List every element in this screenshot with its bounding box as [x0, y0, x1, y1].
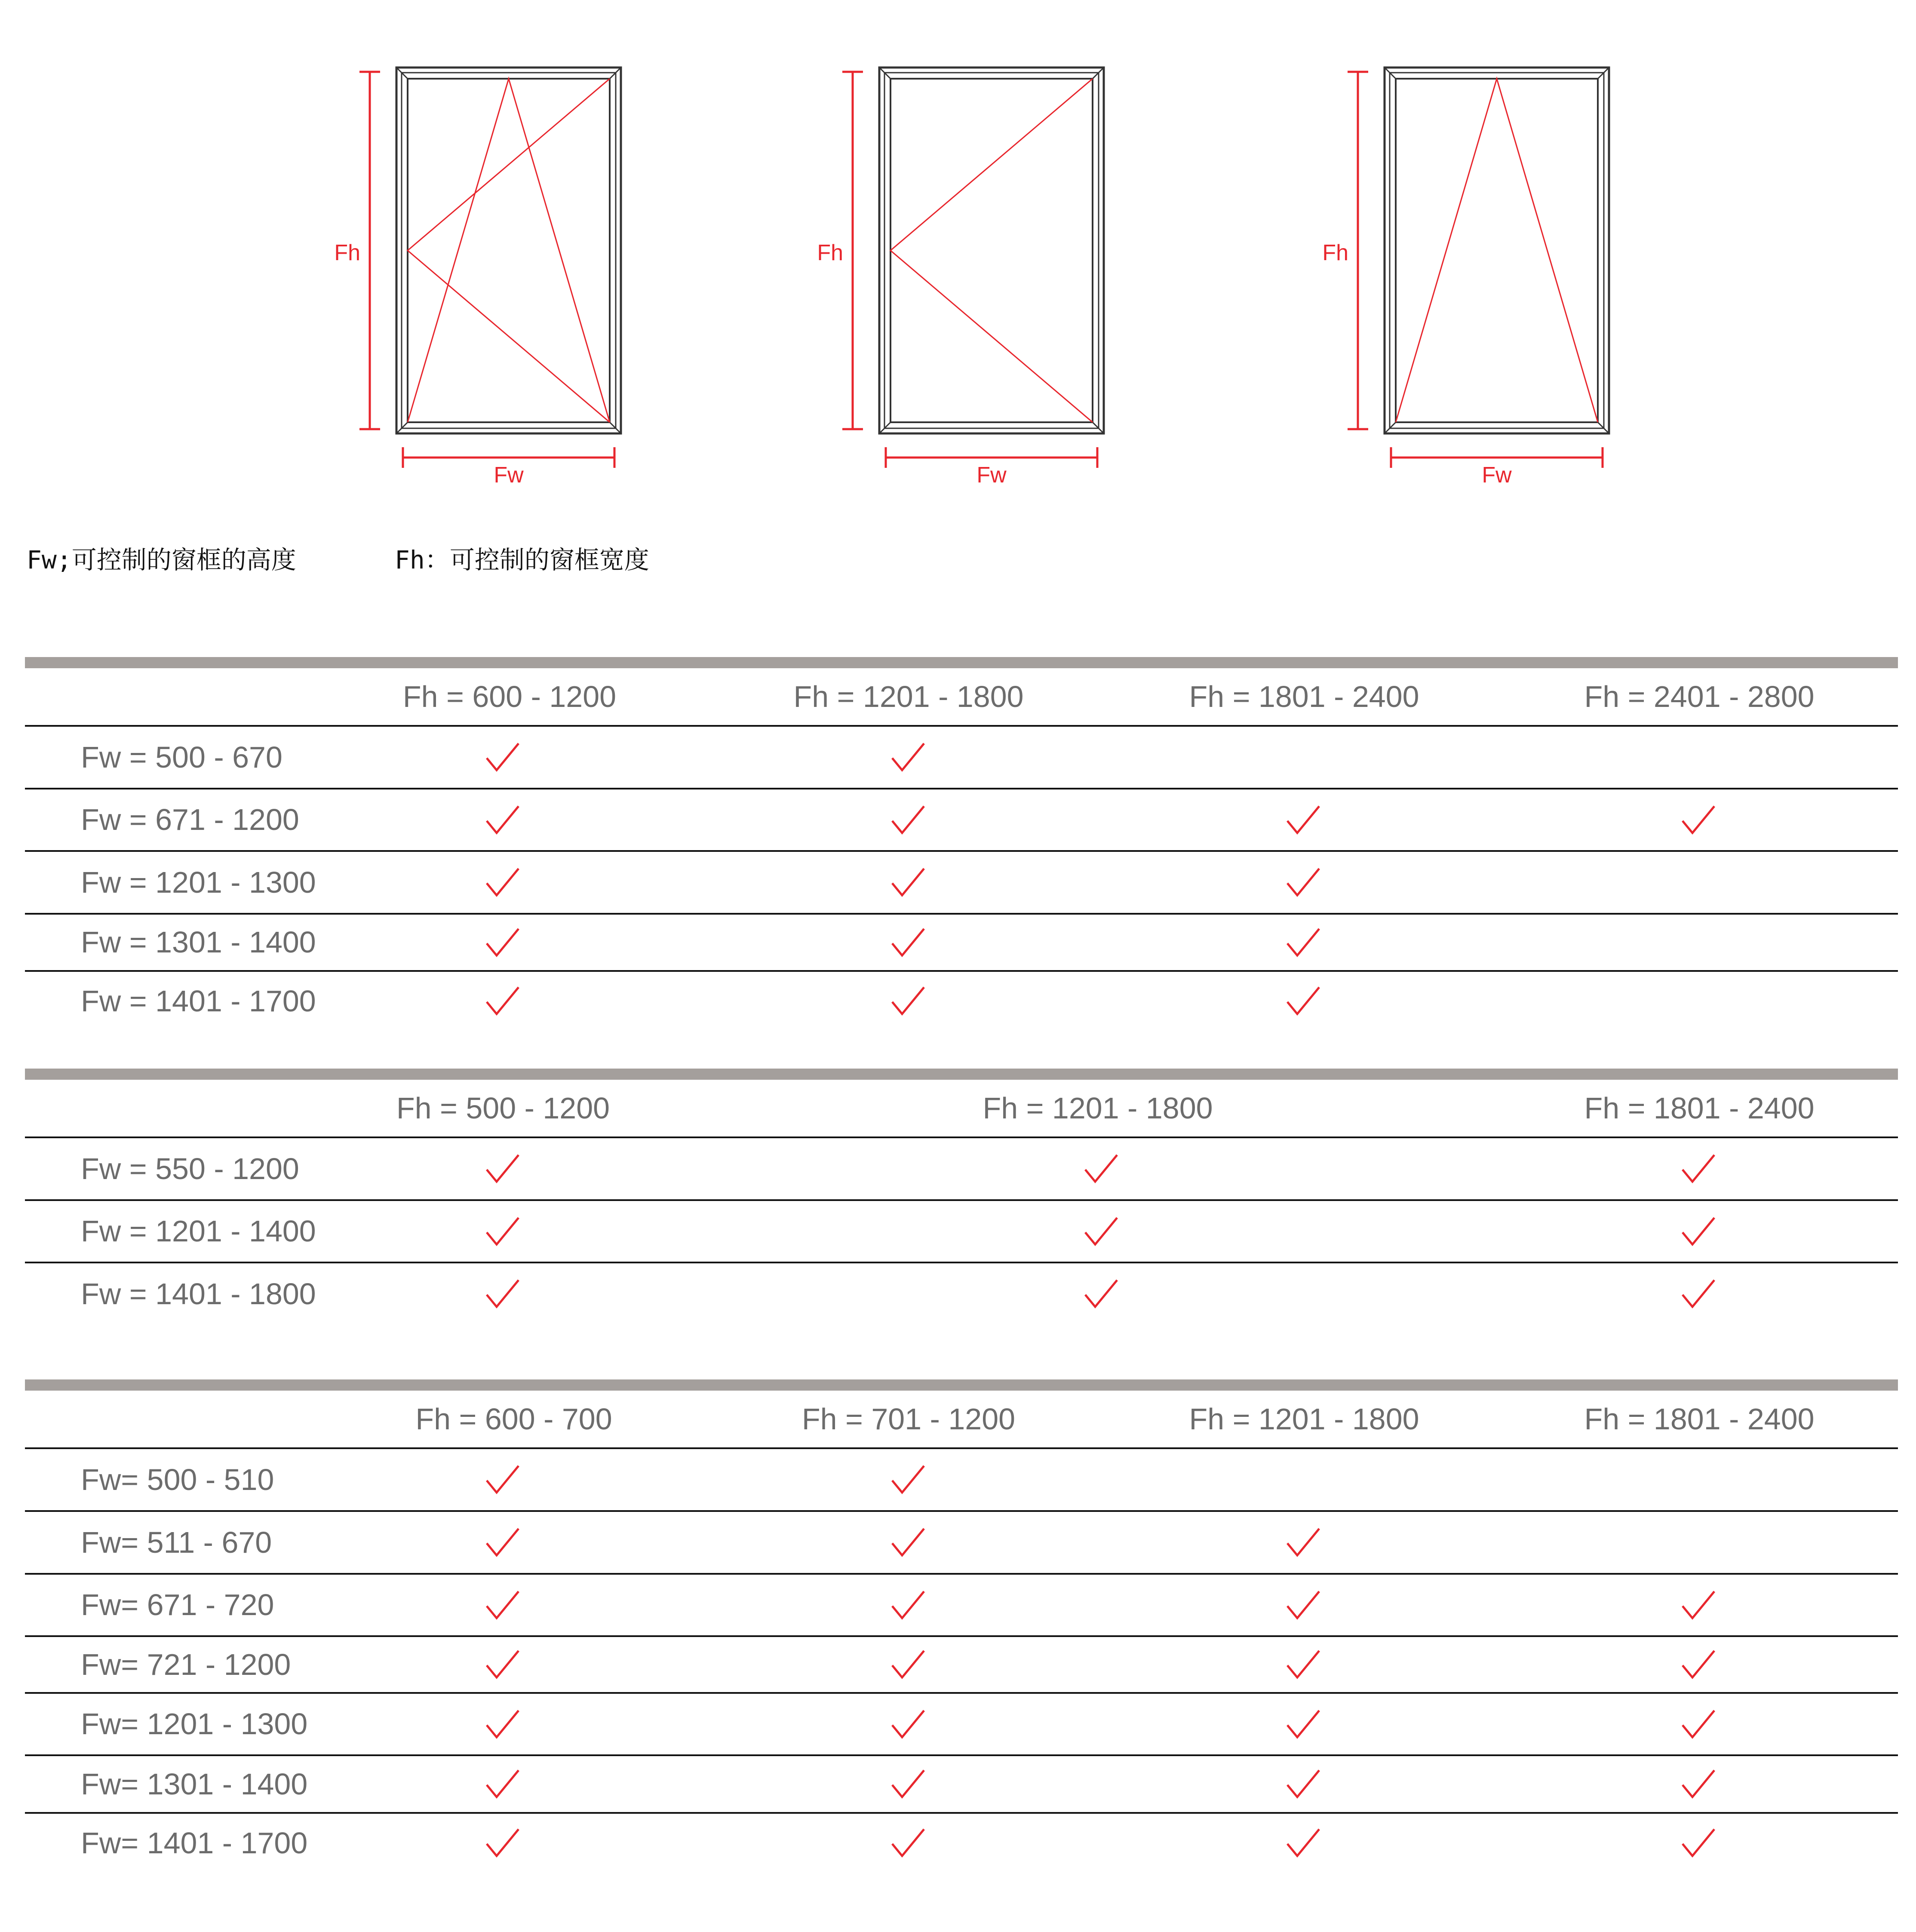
checkmark-icon: [1681, 1709, 1716, 1740]
diagram-1-turn-lines: [408, 79, 610, 422]
checkmark-icon: [1286, 927, 1320, 958]
diagram-2-turn-lines: [890, 79, 1093, 422]
row-label: Fw = 1401 - 1700: [81, 984, 316, 1018]
table-top-bar: [25, 657, 1898, 668]
checkmark-icon: [891, 927, 925, 958]
checkmark-icon: [485, 927, 520, 958]
checkmark-icon: [1084, 1153, 1118, 1184]
row-label: Fw= 721 - 1200: [81, 1648, 291, 1681]
checkmark-icon: [891, 1649, 925, 1680]
row-label: Fw = 500 - 670: [81, 740, 282, 774]
column-header: Fh = 1801 - 2400: [1189, 680, 1419, 713]
checkmark-icon: [485, 742, 520, 773]
table-row: [25, 1449, 1898, 1512]
table-row: [25, 1138, 1898, 1201]
diagram-3-fw-label: Fw: [1482, 463, 1512, 488]
table-row: [25, 852, 1898, 915]
table-row: [25, 1756, 1898, 1814]
checkmark-icon: [485, 1769, 520, 1800]
table-header-row: [25, 668, 1898, 727]
table-row: [25, 1694, 1898, 1756]
checkmark-icon: [1286, 805, 1320, 835]
checkmark-icon: [1681, 1278, 1716, 1309]
table-top-bar: [25, 1379, 1898, 1391]
diagram-2-fh-label: Fh: [817, 240, 843, 265]
table-row: [25, 1814, 1898, 1874]
diagram-3-sash: [1396, 79, 1598, 422]
checkmark-icon: [485, 1464, 520, 1495]
table-top-bar: [25, 1069, 1898, 1080]
checkmark-icon: [1286, 986, 1320, 1017]
column-header: Fh = 1801 - 2400: [1584, 1091, 1815, 1125]
checkmark-icon: [891, 805, 925, 835]
column-header: Fh = 500 - 1200: [396, 1091, 610, 1125]
checkmark-icon: [891, 1828, 925, 1858]
row-label: Fw = 1401 - 1800: [81, 1277, 316, 1311]
checkmark-icon: [1681, 1649, 1716, 1680]
checkmark-icon: [1286, 1527, 1320, 1558]
row-label: Fw = 1201 - 1300: [81, 866, 316, 899]
checkmark-icon: [891, 867, 925, 898]
row-label: Fw= 511 - 670: [81, 1526, 272, 1559]
column-header: Fh = 600 - 1200: [402, 680, 617, 713]
checkmark-icon: [485, 867, 520, 898]
table-row: [25, 915, 1898, 972]
table-row: [25, 972, 1898, 1032]
row-label: Fw = 671 - 1200: [81, 803, 299, 836]
checkmark-icon: [485, 1527, 520, 1558]
checkmark-icon: [485, 1216, 520, 1247]
row-label: Fw= 1301 - 1400: [81, 1767, 308, 1801]
row-label: Fw = 1201 - 1400: [81, 1214, 316, 1248]
row-label: Fw= 671 - 720: [81, 1588, 274, 1622]
diagram-3-middle-frame: [1390, 73, 1604, 428]
diagram-1-tilt-lines: [408, 79, 610, 422]
diagram-2-sash: [890, 79, 1093, 422]
checkmark-icon: [1681, 805, 1716, 835]
row-label: Fw= 500 - 510: [81, 1463, 274, 1496]
checkmark-icon: [485, 1590, 520, 1621]
table-row: [25, 1263, 1898, 1326]
checkmark-icon: [891, 1709, 925, 1740]
checkmark-icon: [485, 1278, 520, 1309]
checkmark-icon: [1084, 1216, 1118, 1247]
diagram-2-middle-frame: [884, 73, 1099, 428]
table-row: [25, 727, 1898, 789]
checkmark-icon: [485, 986, 520, 1017]
checkmark-icon: [891, 1590, 925, 1621]
column-header: Fh = 1201 - 1800: [983, 1091, 1213, 1125]
checkmark-icon: [1681, 1216, 1716, 1247]
diagram-3-fh-label: Fh: [1322, 240, 1348, 265]
window-diagrams: [0, 0, 1916, 516]
column-header: Fh = 1801 - 2400: [1584, 1402, 1815, 1436]
legend-fw: Fw;可控制的窗框的高度: [27, 545, 296, 574]
checkmark-icon: [1286, 1649, 1320, 1680]
legend-fh: Fh：可控制的窗框宽度: [395, 545, 649, 574]
table-header-row: [25, 1080, 1898, 1138]
checkmark-icon: [485, 1828, 520, 1858]
column-header: Fh = 701 - 1200: [801, 1402, 1016, 1436]
table-row: [25, 1201, 1898, 1263]
table-header-row: [25, 1391, 1898, 1449]
checkmark-icon: [891, 1464, 925, 1495]
checkmark-icon: [891, 1769, 925, 1800]
row-label: Fw = 1301 - 1400: [81, 925, 316, 959]
checkmark-icon: [485, 805, 520, 835]
table-row: [25, 1575, 1898, 1637]
column-header: Fh = 1201 - 1800: [1189, 1402, 1419, 1436]
checkmark-icon: [1084, 1278, 1118, 1309]
table-row: [25, 1512, 1898, 1575]
row-label: Fw = 550 - 1200: [81, 1152, 299, 1186]
row-label: Fw= 1201 - 1300: [81, 1707, 308, 1741]
column-header: Fh = 1201 - 1800: [793, 680, 1024, 713]
diagram-2-outer-frame: [879, 68, 1104, 433]
diagram-2-fw-label: Fw: [976, 463, 1007, 488]
diagram-1-sash: [408, 79, 610, 422]
diagram-3-tilt-lines: [1396, 79, 1598, 422]
diagram-1-fh-label: Fh: [334, 240, 360, 265]
checkmark-icon: [1286, 1769, 1320, 1800]
diagram-1-fw-label: Fw: [494, 463, 524, 488]
row-label: Fw= 1401 - 1700: [81, 1826, 308, 1860]
checkmark-icon: [1286, 1590, 1320, 1621]
table-row: [25, 1637, 1898, 1694]
column-header: Fh = 2401 - 2800: [1584, 680, 1815, 713]
checkmark-icon: [1681, 1769, 1716, 1800]
checkmark-icon: [485, 1709, 520, 1740]
diagram-1-outer-frame: [396, 68, 621, 433]
checkmark-icon: [485, 1649, 520, 1680]
checkmark-icon: [1286, 1828, 1320, 1858]
table-row: [25, 789, 1898, 852]
checkmark-icon: [485, 1153, 520, 1184]
checkmark-icon: [1681, 1590, 1716, 1621]
checkmark-icon: [891, 986, 925, 1017]
diagram-3-outer-frame: [1385, 68, 1609, 433]
checkmark-icon: [891, 742, 925, 773]
diagram-1-middle-frame: [402, 73, 616, 428]
checkmark-icon: [891, 1527, 925, 1558]
column-header: Fh = 600 - 700: [415, 1402, 612, 1436]
checkmark-icon: [1286, 867, 1320, 898]
checkmark-icon: [1681, 1153, 1716, 1184]
checkmark-icon: [1286, 1709, 1320, 1740]
checkmark-icon: [1681, 1828, 1716, 1858]
